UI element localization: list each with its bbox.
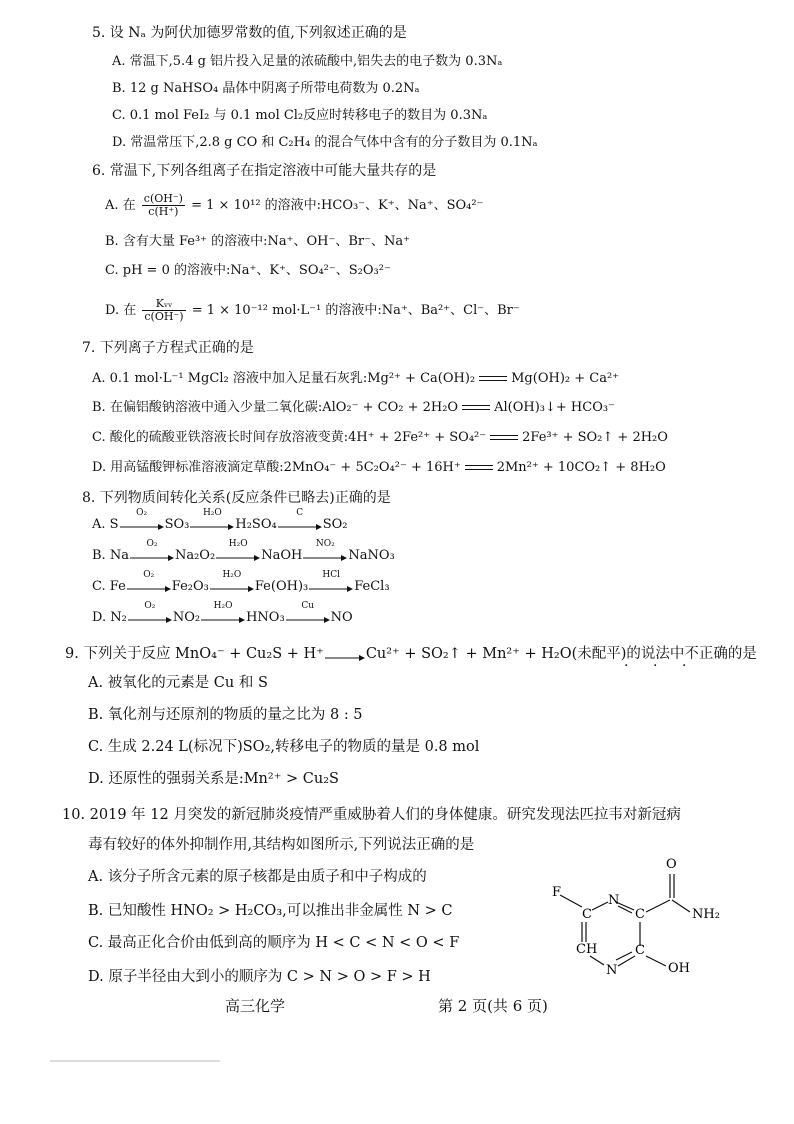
q8-c-species: FeCl₃ [354, 579, 390, 594]
footer-page-number: 第 2 页(共 6 页) [438, 997, 548, 1015]
atom-label: CH [576, 942, 598, 957]
reaction-arrow-icon [210, 570, 254, 594]
q8-c-species: Fe [109, 579, 126, 594]
arrow-label: H₂O [202, 508, 222, 518]
q6-a-fraction [142, 193, 185, 218]
reaction-arrow-icon [216, 539, 260, 563]
q10-stem-line2: 毒有较好的体外抑制作用,其结构如图所示,下列说法正确的是 [88, 837, 475, 853]
q7-a-left: A. 0.1 mol·L⁻¹ MgCl₂ 溶液中加入足量石灰乳:Mg²⁺ + Ca(OH)₂ [92, 371, 476, 386]
q8-option-d [92, 601, 353, 625]
q7-a-right: Mg(OH)₂ + Ca²⁺ [511, 371, 620, 386]
atom-label: NH₂ [692, 907, 720, 922]
q6-a-suffix: = 1 × 10¹² 的溶液中:HCO₃⁻、K⁺、Na⁺、SO₄²⁻ [191, 198, 484, 213]
q9-option-a: A. 被氧化的元素是 Cu 和 S [88, 675, 268, 691]
q8-d-label: D. [92, 610, 107, 625]
q8-d-species: N₂ [110, 610, 127, 625]
emphasis-dots-icon: · [682, 658, 687, 674]
q7-option-d [92, 459, 666, 477]
reaction-arrow-icon [130, 539, 174, 563]
q7-b-left: B. 在偏铝酸钠溶液中通入少量二氧化碳:AlO₂⁻ + CO₂ + 2H₂O [92, 400, 459, 415]
reaction-arrow-icon [278, 508, 322, 532]
footer-subject: 高三化学 [225, 997, 286, 1015]
q7-d-right: 2Mn²⁺ + 10CO₂↑ + 8H₂O [496, 460, 666, 475]
q7-c-right: 2Fe³⁺ + SO₂↑ + 2H₂O [522, 430, 668, 445]
emphasis-dots-icon: · [653, 658, 658, 674]
q5-option-b: B. 12 g NaHSO₄ 晶体中阴离子所带电荷数为 0.2Nₐ [112, 81, 420, 96]
q8-option-c [92, 570, 390, 594]
atom-label: O [666, 857, 677, 872]
q8-a-species: SO₃ [164, 517, 190, 532]
q9-stem-left: 9. 下列关于反应 MnO₄⁻ + Cu₂S + H⁺ [65, 646, 324, 662]
q6-option-a [105, 193, 483, 218]
reaction-arrow-icon [286, 601, 330, 625]
q6-a-numerator: c(OH⁻) [143, 192, 183, 205]
q8-a-species: SO₂ [322, 517, 348, 532]
arrow-label: O₂ [146, 539, 158, 549]
atom-label: C [635, 907, 645, 922]
reaction-arrow-icon [309, 570, 353, 594]
atom-label: F [552, 885, 562, 900]
atom-label: N [608, 893, 620, 908]
q6-stem: 6. 常温下,下列各组离子在指定溶液中可能大量共存的是 [92, 163, 437, 179]
arrow-label: O₂ [144, 601, 156, 611]
arrow-label: O₂ [136, 508, 148, 518]
q8-option-b [92, 539, 395, 563]
atom-label: N [606, 963, 618, 978]
q8-b-species: NaOH [261, 548, 303, 563]
q7-option-c [92, 429, 668, 447]
q8-d-species: NO₂ [172, 610, 201, 625]
q6-d-fraction [142, 298, 185, 323]
q8-b-species: NaNO₃ [348, 548, 395, 563]
atom-label: C [582, 907, 592, 922]
atom-label: C [635, 943, 645, 958]
q6-a-prefix: A. 在 [105, 198, 136, 213]
q7-option-b [92, 399, 615, 417]
arrow-label: C [296, 508, 304, 518]
reaction-arrow-icon [120, 508, 164, 532]
reaction-arrow-icon [325, 645, 365, 663]
arrow-label: Cu [301, 601, 315, 611]
q9-option-d: D. 还原性的强弱关系是:Mn²⁺ > Cu₂S [88, 771, 339, 787]
arrow-label: H₂O [228, 539, 248, 549]
divider [50, 1060, 220, 1062]
q8-d-species: NO [330, 610, 353, 625]
q9-stem-right: Cu²⁺ + SO₂↑ + Mn²⁺ + H₂O(未配平)的说法中不正确的是 [365, 646, 757, 662]
q6-d-prefix: D. 在 [105, 303, 137, 318]
q8-b-species: Na [109, 548, 129, 563]
q8-c-label: C. [92, 579, 106, 594]
equals-sign-icon [479, 376, 507, 381]
q10-stem-line1: 10. 2019 年 12 月突发的新冠肺炎疫情严重威胁着人们的身体健康。研究发现法匹拉韦对新冠病 [62, 807, 681, 823]
q6-option-d [105, 298, 520, 323]
q5-option-d: D. 常温常压下,2.8 g CO 和 C₂H₄ 的混合气体中含有的分子数目为 0.1Nₐ [112, 135, 538, 150]
q10-option-c: C. 最高正化合价由低到高的顺序为 H < C < N < O < F [88, 935, 460, 951]
arrow-label: H₂O [213, 601, 233, 611]
q8-b-species: Na₂O₂ [174, 548, 216, 563]
q8-option-a [92, 508, 348, 532]
q8-stem: 8. 下列物质间转化关系(反应条件已略去)正确的是 [82, 490, 391, 506]
emphasis-dots-icon: · [624, 658, 629, 674]
q10-option-d: D. 原子半径由大到小的顺序为 C > N > O > F > H [88, 969, 431, 985]
arrow-label: H₂O [222, 570, 242, 580]
q6-a-denominator: c(H⁺) [148, 205, 179, 218]
reaction-arrow-icon [128, 601, 172, 625]
q8-c-species: Fe₂O₃ [171, 579, 209, 594]
equals-sign-icon [465, 465, 493, 470]
atom-label: OH [668, 961, 690, 976]
q9-option-b: B. 氧化剂与还原剂的物质的量之比为 8 : 5 [88, 707, 363, 723]
q6-d-suffix: = 1 × 10⁻¹² mol·L⁻¹ 的溶液中:Na⁺、Ba²⁺、Cl⁻、Br⁻ [191, 303, 520, 318]
reaction-arrow-icon [303, 539, 347, 563]
q8-a-label: A. [92, 517, 106, 532]
equals-sign-icon [462, 405, 490, 410]
q8-a-species: H₂SO₄ [235, 517, 277, 532]
q6-d-numerator: Kᵥᵥ [142, 298, 185, 311]
molecule-structure-diagram [520, 850, 750, 990]
q10-option-a: A. 该分子所含元素的原子核都是由质子和中子构成的 [88, 869, 427, 885]
q6-d-denominator: c(OH⁻) [144, 310, 184, 323]
q5-option-a: A. 常温下,5.4 g 铝片投入足量的浓硫酸中,铝失去的电子数为 0.3Nₐ [112, 54, 503, 69]
q9-option-c: C. 生成 2.24 L(标况下)SO₂,转移电子的物质的量是 0.8 mol [88, 739, 480, 755]
q7-stem: 7. 下列离子方程式正确的是 [82, 340, 254, 356]
q8-d-species: HNO₃ [246, 610, 285, 625]
arrow-label: HCl [322, 570, 341, 580]
q8-c-species: Fe(OH)₃ [254, 579, 309, 594]
reaction-arrow-icon [201, 601, 245, 625]
arrow-label: NO₂ [315, 539, 335, 549]
q5-stem: 5. 设 Nₐ 为阿伏加德罗常数的值,下列叙述正确的是 [92, 25, 407, 41]
q8-b-label: B. [92, 548, 106, 563]
q6-option-c: C. pH = 0 的溶液中:Na⁺、K⁺、SO₄²⁻、S₂O₃²⁻ [105, 263, 391, 278]
q7-option-a [92, 370, 619, 388]
reaction-arrow-icon [127, 570, 171, 594]
arrow-label: O₂ [143, 570, 155, 580]
equals-sign-icon [490, 435, 518, 440]
q6-option-b: B. 含有大量 Fe³⁺ 的溶液中:Na⁺、OH⁻、Br⁻、Na⁺ [105, 234, 410, 249]
q7-b-right: Al(OH)₃↓+ HCO₃⁻ [494, 400, 615, 415]
q10-option-b: B. 已知酸性 HNO₂ > H₂CO₃,可以推出非金属性 N > C [88, 903, 453, 919]
q7-d-left: D. 用高锰酸钾标准溶液滴定草酸:2MnO₄⁻ + 5C₂O₄²⁻ + 16H⁺ [92, 460, 461, 475]
q8-a-species: S [109, 517, 119, 532]
reaction-arrow-icon [190, 508, 234, 532]
q5-option-c: C. 0.1 mol FeI₂ 与 0.1 mol Cl₂反应时转移电子的数目为 0.3Nₐ [112, 108, 488, 123]
q7-c-left: C. 酸化的硫酸亚铁溶液长时间存放溶液变黄:4H⁺ + 2Fe²⁺ + SO₄²⁻ [92, 430, 487, 445]
